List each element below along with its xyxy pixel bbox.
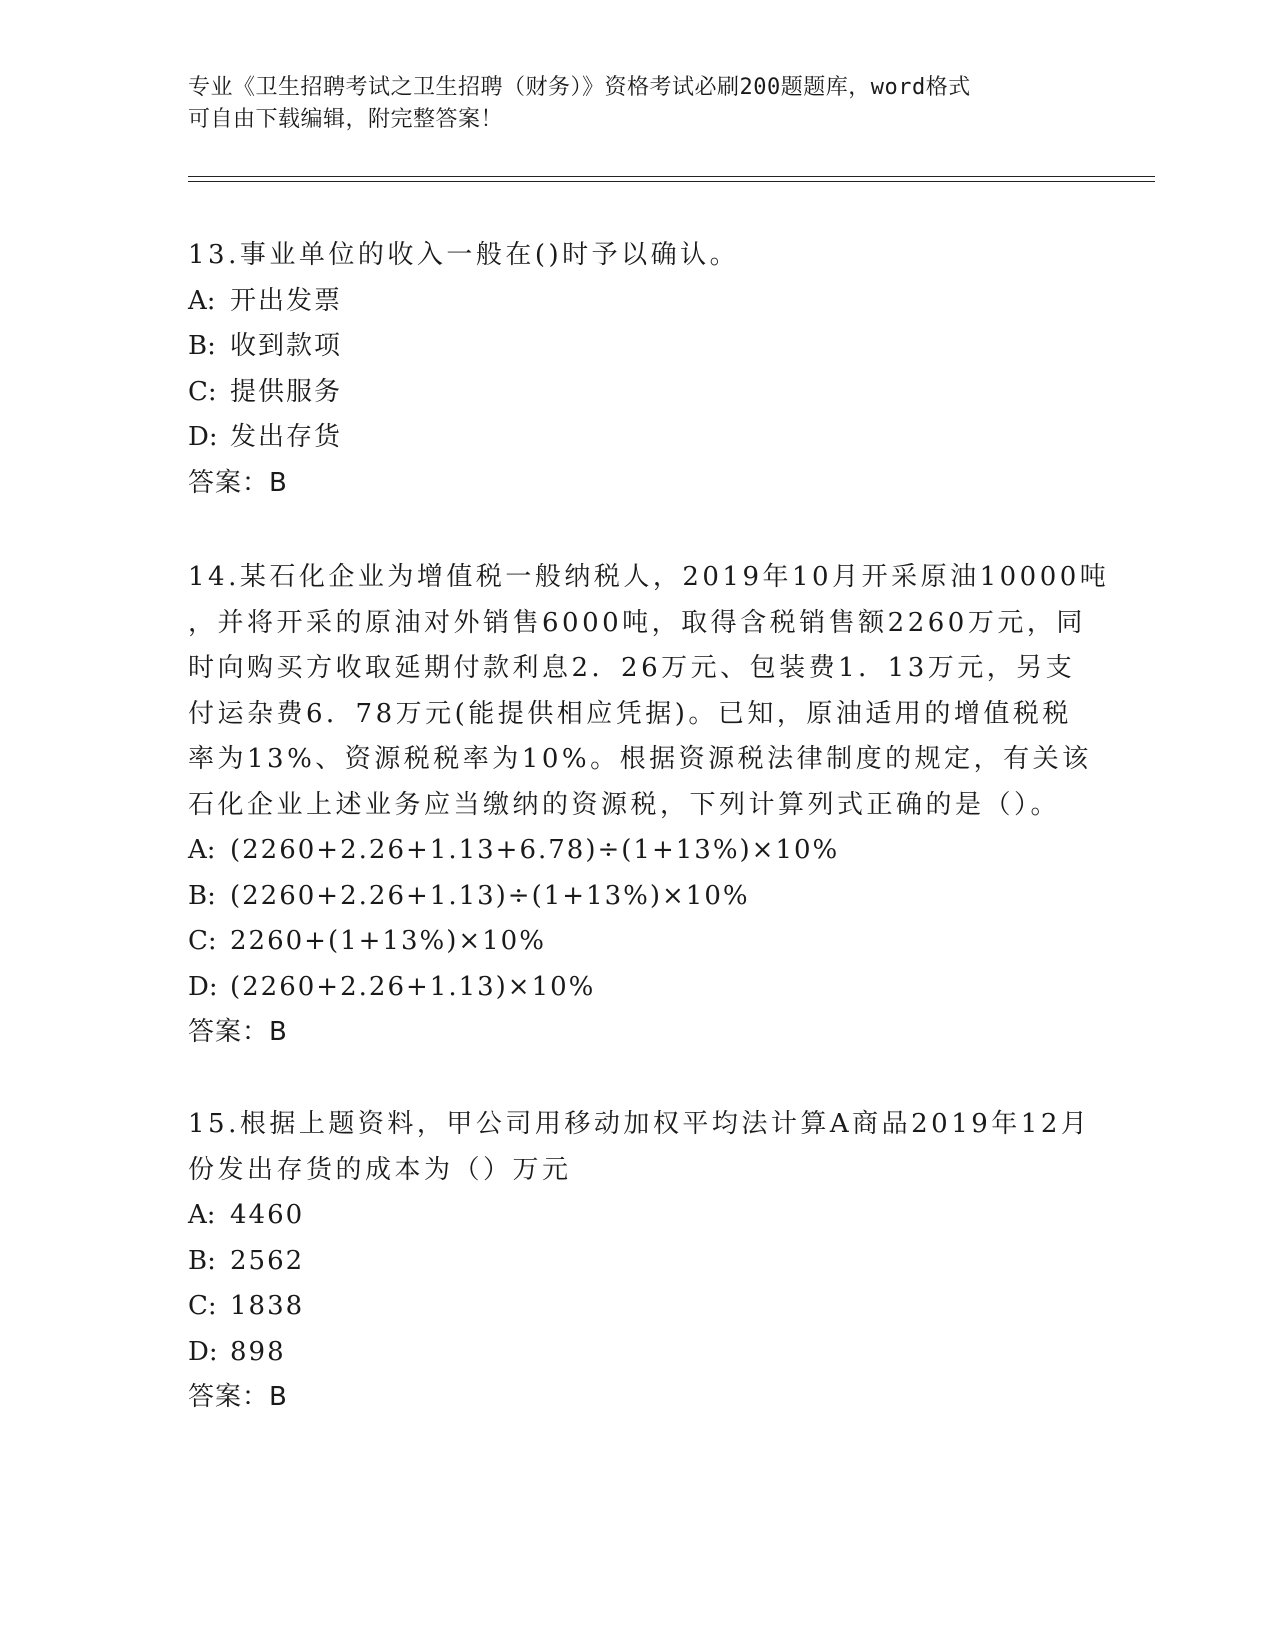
option-text: 开出发票 [230,285,343,316]
question-14 [188,555,1110,1056]
option-c [188,1284,1088,1330]
question-stem-line: 份发出存货的成本为（）万元 [188,1154,572,1185]
option-text: (2260+2.26+1.13+6.78)÷(1+13%)×10% [230,835,840,865]
option-label: C: [188,1291,217,1321]
question-stem-line: 付运杂费6．78万元(能提供相应凭据)。已知，原油适用的增值税税 [188,698,1072,729]
answer-line: 答案：B [188,1017,288,1047]
answer-line: 答案：B [188,1382,288,1412]
option-d [188,415,1088,461]
question-stem-line: 14.某石化企业为增值税一般纳税人，2019年10月开采原油10000吨 [188,562,1110,592]
header-line-2: 可自由下载编辑，附完整答案！ [188,107,504,132]
option-c [188,919,1088,965]
option-label: B: [188,331,216,361]
option-label: A: [188,1200,216,1230]
option-a [188,1193,1088,1239]
question-stem-line: 13.事业单位的收入一般在()时予以确认。 [188,240,740,270]
option-b [188,324,1088,370]
header-line-1: 专业《卫生招聘考试之卫生招聘（财务）》资格考试必刷200题题库，word格式 [188,75,971,100]
option-label: C: [188,926,217,956]
option-text: 提供服务 [230,376,343,407]
option-label: D: [188,1336,218,1367]
option-d [188,1330,1088,1376]
header-divider-top [188,176,1155,177]
option-label: D: [188,422,218,452]
option-d [188,965,1088,1011]
option-label: A: [188,285,216,316]
option-text: 2562 [230,1245,305,1276]
header-divider-bottom [188,181,1155,182]
option-text: 发出存货 [230,422,343,452]
question-stem-line: 石化企业上述业务应当缴纳的资源税，下列计算列式正确的是（）。 [188,789,1061,820]
option-label: C: [188,376,217,407]
option-label: D: [188,971,218,1002]
question-13 [188,233,1088,506]
question-stem-line: 率为13%、资源税税率为10%。根据资源税法律制度的规定，有关该 [188,744,1092,774]
document-header [188,72,1088,136]
option-text: (2260+2.26+1.13)×10% [230,971,596,1002]
option-text: 4460 [230,1200,305,1230]
option-a [188,279,1088,325]
question-stem-line: 时向购买方收取延期付款利息2．26万元、包装费1．13万元，另支 [188,653,1076,683]
answer-line: 答案：B [188,467,288,498]
option-label: B: [188,880,216,911]
option-label: A: [188,835,216,865]
option-text: 1838 [230,1291,305,1321]
question-15 [188,1102,1091,1421]
option-b [188,874,1088,920]
option-c [188,370,1088,416]
option-label: B: [188,1245,216,1276]
option-text: 898 [230,1336,286,1367]
option-text: (2260+2.26+1.13)÷(1+13%)×10% [230,880,750,911]
option-text: 2260+(1+13%)×10% [230,926,546,956]
option-text: 收到款项 [230,331,343,361]
question-stem-line: ，并将开采的原油对外销售6000吨，取得含税销售额2260万元，同 [188,607,1086,638]
question-stem-line: 15.根据上题资料，甲公司用移动加权平均法计算A商品2019年12月 [188,1109,1091,1139]
option-b [188,1239,1088,1285]
option-a [188,828,1088,874]
